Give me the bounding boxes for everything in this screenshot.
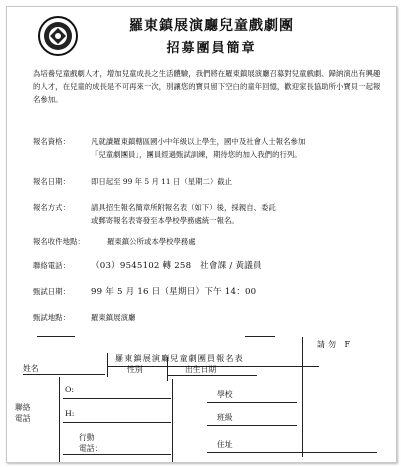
eligibility-label: 報名資格：: [33, 137, 70, 146]
page-title: 羅東鎮展演廳兒童戲劇團: [129, 18, 294, 34]
contact-group-label: 聯絡 電話: [15, 403, 31, 423]
signup-method-value-2: 或郵寄報名表寄發至本學校學務處統一報名。: [91, 216, 239, 225]
page-subtitle: 招募團員簡章: [166, 41, 257, 56]
eligibility-value-2: 「兒童劇團員」，團員經過甄試訓練，期待您的加入我們的行列。: [91, 150, 302, 159]
name-field-line[interactable]: [23, 374, 105, 375]
office-phone-line[interactable]: [63, 398, 171, 399]
address-label: 住址: [217, 440, 233, 449]
signup-method-value: 請具招生報名簡章所附報名表（如下）後，採親自、委託: [91, 203, 276, 212]
contact-phone-label: 聯絡電話：: [33, 261, 70, 270]
audition-date-value: 99 年 5 月 16 日（星期日）下午 14：00: [91, 287, 257, 297]
audition-place-value: 羅東鎮展演廳: [91, 313, 136, 322]
document-page: [6, 6, 397, 463]
form-divider: [37, 336, 75, 337]
school-label: 學校: [217, 390, 233, 399]
home-phone-line[interactable]: [63, 422, 171, 423]
office-phone-label: O:: [65, 385, 75, 394]
audition-place-row: [33, 311, 135, 324]
signup-method-label: 報名方式：: [33, 203, 70, 212]
eligibility-row: [33, 135, 305, 148]
audition-date-row: [33, 285, 256, 299]
address-field-line[interactable]: [207, 452, 377, 453]
audition-place-label: 甄試地點：: [33, 313, 70, 322]
form-divider: [107, 353, 108, 377]
photo-box-label: 請勿 F: [317, 340, 354, 349]
contact-phone-value: （03）9545102 轉 258 社會課 / 黃議員: [91, 261, 262, 271]
signup-location-value: 羅東鎮公所或本學校學務處: [107, 237, 196, 246]
birthday-field-line[interactable]: [167, 375, 257, 376]
name-label: 姓名: [23, 364, 39, 373]
form-title: 羅東鎮展演廳兒童劇團員報名表: [115, 353, 244, 363]
signup-date-row: [33, 175, 232, 188]
mobile-phone-line[interactable]: [63, 454, 171, 455]
intro-paragraph: 為培養兒童戲劇人才，增加兒童成長之生活體驗，我們將在羅東鎮展演廳召募對兒童戲劇、歸納演出有興趣的人才，在兒童的成長是不可再來一次，別讓您的寶貝留下空白的童年回憶，歡迎家長協助所小寶貝一起報名參加。: [33, 69, 381, 104]
gender-label: 性別: [127, 365, 143, 374]
form-divider: [245, 336, 275, 337]
signup-location-label: 報名收件地點：: [33, 237, 85, 246]
audition-date-label: 甄試日期：: [33, 287, 70, 296]
birthday-label: 出生日期: [185, 365, 217, 374]
home-phone-label: H:: [65, 409, 75, 418]
grade-field-line[interactable]: [207, 425, 297, 426]
eligibility-value: 凡就讀羅東鎮轄區國小中年級以上學生，國中及社會人士報名參加: [91, 137, 306, 146]
school-field-line[interactable]: [207, 402, 297, 403]
form-divider: [167, 357, 168, 381]
signup-method-row: [33, 201, 276, 214]
photo-box-border: [302, 337, 303, 457]
form-divider: [59, 377, 60, 462]
mobile-phone-label: 行動 電話：: [79, 433, 103, 453]
signup-location-row: [33, 235, 196, 248]
grade-label: 班級: [217, 413, 233, 422]
form-divider: [172, 379, 173, 462]
signup-date-value: 即日起至 99 年 5 月 11 日（星期二）截止: [91, 177, 233, 186]
signup-date-label: 報名日期：: [33, 177, 70, 186]
contact-phone-row: [33, 259, 262, 273]
